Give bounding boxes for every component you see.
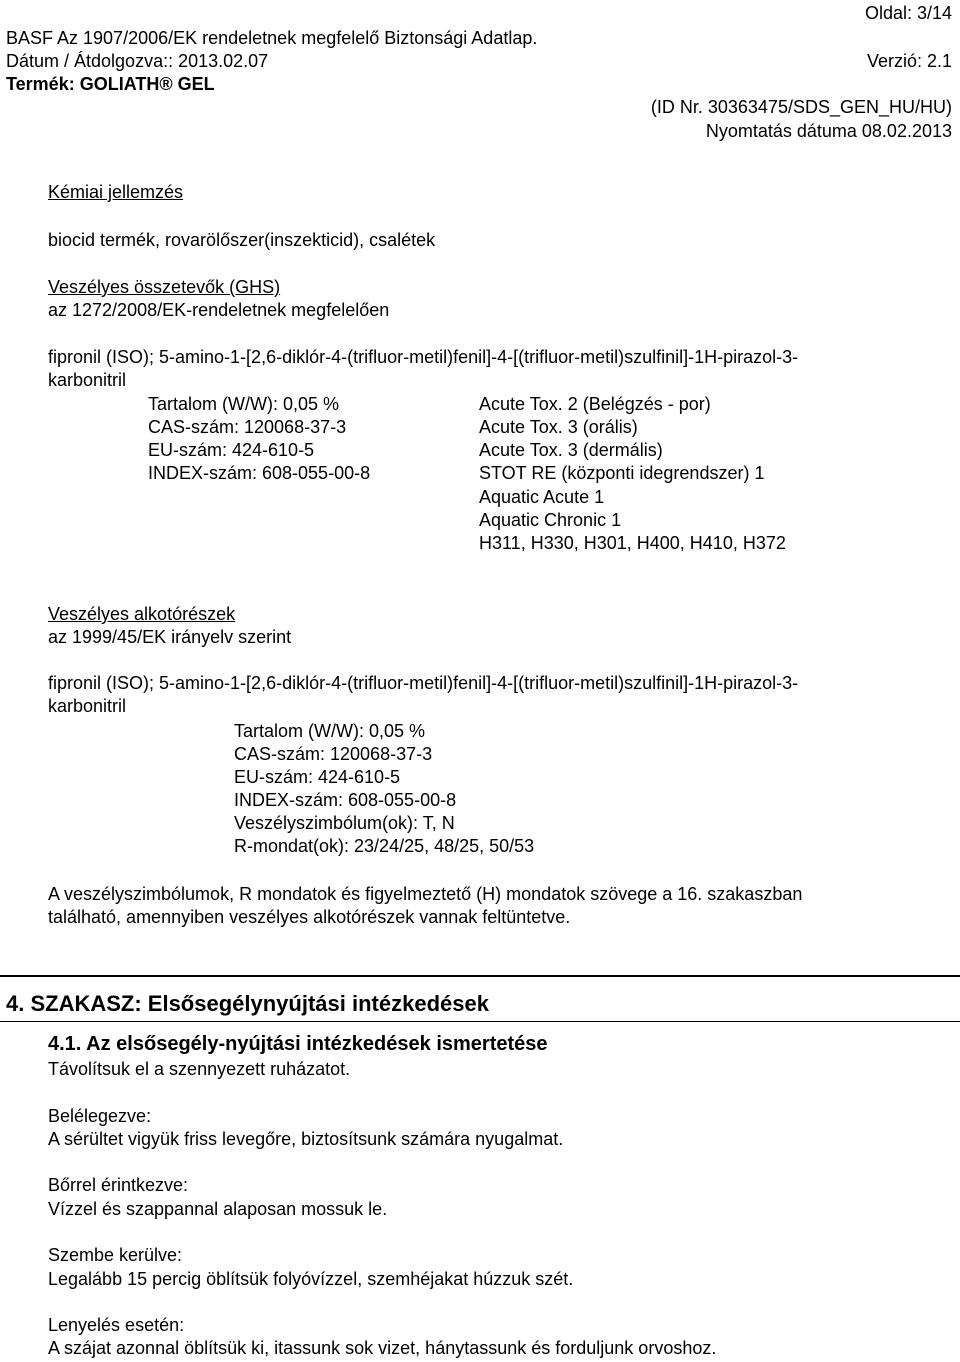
print-date: Nyomtatás dátuma 08.02.2013	[705, 121, 952, 141]
eye-contact-text: Legalább 15 percig öblítsük folyóvízzel, szemhéjakat húzzuk szét.	[48, 1269, 574, 1289]
ghs-classification: Acute Tox. 3 (dermális)	[479, 440, 663, 460]
version: Verzió: 2.1	[866, 51, 952, 71]
ingestion-text: A szájat azonnal öblítsük ki, itassunk sok vizet, hánytassunk és forduljunk orvoshoz.	[48, 1338, 717, 1358]
ghs-classification: Acute Tox. 3 (orális)	[479, 417, 638, 437]
ingestion-label: Lenyelés esetén:	[48, 1315, 185, 1335]
dsd-heading: Veszélyes alkotórészek	[48, 604, 236, 624]
document-title: BASF Az 1907/2006/EK rendeletnek megfelelő Biztonsági Adatlap.	[6, 28, 538, 48]
ghs-content: Tartalom (W/W): 0,05 %	[148, 394, 340, 414]
dsd-hazard-symbols: Veszélyszimbólum(ok): T, N	[234, 813, 455, 833]
ghs-hazard-statements: H311, H330, H301, H400, H410, H372	[479, 533, 786, 553]
dsd-substance-name: fipronil (ISO); 5-amino-1-[2,6-diklór-4-(trifluor-metil)fenil]-4-[(trifluor-metil)szulfinil]-1H-pirazol-3-	[48, 673, 799, 693]
section-divider	[0, 975, 960, 977]
hazard-note: A veszélyszimbólumok, R mondatok és figyelmeztető (H) mondatok szövege a 16. szakaszban	[48, 884, 803, 904]
ghs-substance-name-cont: karbonitril	[48, 370, 127, 390]
hazard-note-cont: található, amennyiben veszélyes alkotórészek vannak feltüntetve.	[48, 907, 571, 927]
revision-date: Dátum / Átdolgozva:: 2013.02.07	[6, 51, 269, 71]
section-4-title: 4. SZAKASZ: Elsősegélynyújtási intézkedések	[6, 991, 489, 1016]
section-title-underline	[0, 1021, 960, 1022]
ghs-cas-number: CAS-szám: 120068-37-3	[148, 417, 347, 437]
product-name: Termék: GOLIATH® GEL	[6, 74, 215, 94]
dsd-subheading: az 1999/45/EK irányelv szerint	[48, 627, 292, 647]
ghs-classification: STOT RE (központi idegrendszer) 1	[479, 463, 765, 483]
first-aid-intro: Távolítsuk el a szennyezett ruházatot.	[48, 1059, 351, 1079]
eye-contact-label: Szembe kerülve:	[48, 1245, 183, 1265]
ghs-classification: Aquatic Acute 1	[479, 487, 605, 507]
dsd-cas-number: CAS-szám: 120068-37-3	[234, 744, 433, 764]
ghs-classification: Acute Tox. 2 (Belégzés - por)	[479, 394, 711, 414]
skin-contact-text: Vízzel és szappannal alaposan mossuk le.	[48, 1199, 388, 1219]
page-number: Oldal: 3/14	[864, 3, 952, 23]
ghs-index-number: INDEX-szám: 608-055-00-8	[148, 463, 371, 483]
subsection-4-1-title: 4.1. Az elsősegély-nyújtási intézkedések ismertetése	[48, 1033, 548, 1055]
chemical-heading: Kémiai jellemzés	[48, 182, 184, 202]
ghs-substance-name: fipronil (ISO); 5-amino-1-[2,6-diklór-4-(trifluor-metil)fenil]-4-[(trifluor-metil)szulfinil]-1H-pirazol-3-	[48, 347, 799, 367]
dsd-r-phrases: R-mondat(ok): 23/24/25, 48/25, 50/53	[234, 836, 535, 856]
id-number: (ID Nr. 30363475/SDS_GEN_HU/HU)	[650, 97, 952, 117]
dsd-substance-name-cont: karbonitril	[48, 696, 127, 716]
inhalation-text: A sérültet vigyük friss levegőre, biztosítsunk számára nyugalmat.	[48, 1129, 564, 1149]
ghs-classification: Aquatic Chronic 1	[479, 510, 622, 530]
skin-contact-label: Bőrrel érintkezve:	[48, 1175, 189, 1195]
ghs-subheading: az 1272/2008/EK-rendeletnek megfelelően	[48, 300, 390, 320]
dsd-content: Tartalom (W/W): 0,05 %	[234, 721, 426, 741]
ghs-eu-number: EU-szám: 424-610-5	[148, 440, 315, 460]
ghs-heading: Veszélyes összetevők (GHS)	[48, 277, 281, 297]
inhalation-label: Belélegezve:	[48, 1106, 152, 1126]
dsd-eu-number: EU-szám: 424-610-5	[234, 767, 401, 787]
chemical-description: biocid termék, rovarölőszer(inszekticid), csalétek	[48, 230, 436, 250]
dsd-index-number: INDEX-szám: 608-055-00-8	[234, 790, 457, 810]
